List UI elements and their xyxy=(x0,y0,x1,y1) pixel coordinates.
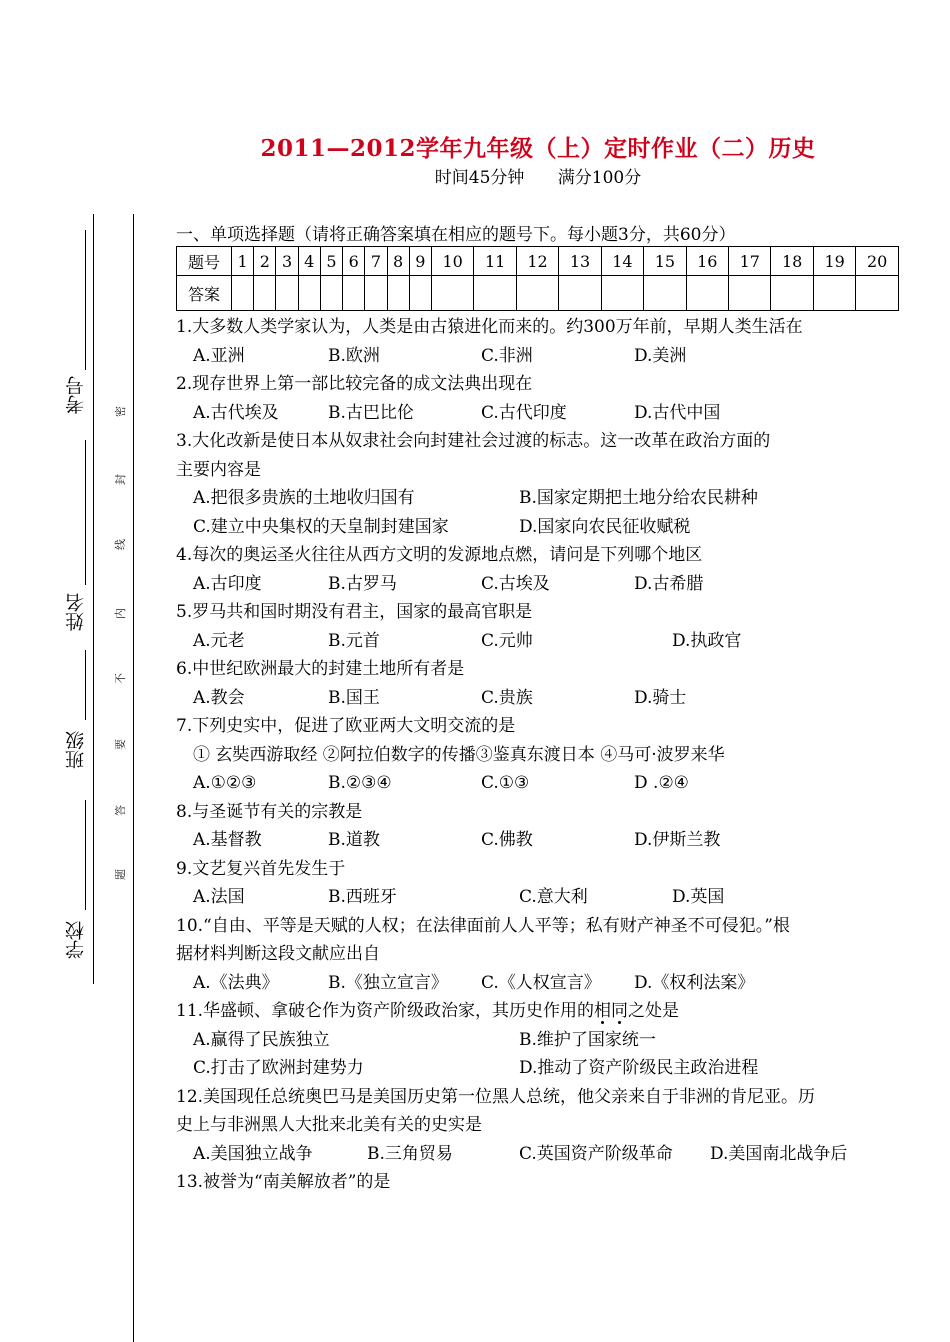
question-10-stem-cont: 据材料判断这段文献应出自 xyxy=(176,944,380,964)
question-number: 11 xyxy=(474,247,516,276)
question-number: 16 xyxy=(686,247,728,276)
class-underline xyxy=(85,650,86,720)
option-a: A.基督教 xyxy=(193,830,262,850)
option-d: D.英国 xyxy=(672,887,725,907)
option-d: D.《权利法案》 xyxy=(634,972,755,993)
option-c: C.非洲 xyxy=(481,345,533,366)
answer-cell[interactable] xyxy=(474,276,516,311)
field-name[interactable] xyxy=(62,440,112,640)
option-d: D.执政官 xyxy=(672,630,742,651)
option-b: B.《独立宣言》 xyxy=(328,972,448,993)
question-10-stem: 10.“自由、平等是天赋的人权；在法律面前人人平等；私有财产神圣不可侵犯。”根 xyxy=(176,915,790,936)
option-a: A.元老 xyxy=(193,630,245,651)
seal-char: 要 xyxy=(114,739,127,750)
question-1-stem: 1.大多数人类学家认为，人类是由古猿进化而来的。约300万年前，早期人类生活在 xyxy=(176,317,803,337)
option-c: C.古埃及 xyxy=(481,573,550,594)
option-b: B.元首 xyxy=(328,630,380,651)
option-d: D.古希腊 xyxy=(634,573,704,594)
answer-cell[interactable] xyxy=(813,276,855,311)
option-d: D.国家向农民征收赋税 xyxy=(519,516,691,537)
question-9-stem: 9.文艺复兴首先发生于 xyxy=(176,858,346,879)
question-5-stem: 5.罗马共和国时期没有君主，国家的最高官职是 xyxy=(176,602,533,622)
answer-cell[interactable] xyxy=(232,276,254,311)
question-3-options-ab xyxy=(176,484,904,513)
question-12-stem-cont: 史上与非洲黑人大批来北美有关的史实是 xyxy=(176,1115,482,1135)
option-c: C.古代印度 xyxy=(481,402,567,423)
exam-number-label: 考号 xyxy=(65,376,87,414)
section-instructions: 一、单项选择题（请将正确答案填在相应的题号下。每小题3分，共60分） xyxy=(176,225,736,245)
option-a: A.把很多贵族的土地收归国有 xyxy=(193,488,415,508)
question-number: 3 xyxy=(276,247,298,276)
option-a: A.美国独立战争 xyxy=(193,1143,313,1164)
exam-info xyxy=(0,163,950,188)
question-6-options xyxy=(176,684,904,713)
question-4-stem: 4.每次的奥运圣火往往从西方文明的发源地点燃，请问是下列哪个地区 xyxy=(176,545,703,565)
option-d: D.推动了资产阶级民主政治进程 xyxy=(519,1058,759,1078)
option-d: D .②④ xyxy=(634,773,689,793)
question-3-options-cd xyxy=(176,513,904,542)
seal-char: 题 xyxy=(114,869,127,880)
option-b: B.欧洲 xyxy=(328,345,380,366)
option-d: D.伊斯兰教 xyxy=(634,830,721,850)
question-number: 10 xyxy=(431,247,473,276)
stem-text: 11.华盛顿、拿破仑作为资产阶级政治家，其历史作用的 xyxy=(176,1001,595,1021)
option-a: A.教会 xyxy=(193,687,245,708)
answer-cell[interactable] xyxy=(559,276,601,311)
school-label: 学校 xyxy=(65,921,87,959)
option-a: A.古印度 xyxy=(193,573,262,594)
field-class[interactable] xyxy=(62,650,112,790)
answer-cell[interactable] xyxy=(686,276,728,311)
option-b: B.古巴比伦 xyxy=(328,402,414,423)
answer-cell[interactable] xyxy=(409,276,431,311)
option-c: C.英国资产阶级革命 xyxy=(519,1143,673,1164)
stem-text: 之处是 xyxy=(628,1001,680,1021)
question-11-options-ab xyxy=(176,1026,904,1055)
question-3-stem: 3.大化改新是使日本从奴隶社会向封建社会过渡的标志。这一改革在政治方面的 xyxy=(176,431,771,451)
seal-char: 内 xyxy=(114,608,127,619)
option-d: D.美洲 xyxy=(634,345,687,366)
question-number: 13 xyxy=(559,247,601,276)
option-b: B.维护了国家统一 xyxy=(519,1029,656,1050)
question-4-options xyxy=(176,570,904,599)
emphasis-char: 同 xyxy=(611,997,628,1026)
option-b: B.三角贸易 xyxy=(367,1143,453,1164)
option-c: C.《人权宣言》 xyxy=(481,972,601,993)
answer-cell[interactable] xyxy=(343,276,365,311)
question-6-stem: 6.中世纪欧洲最大的封建土地所有者是 xyxy=(176,659,465,679)
question-12-options xyxy=(176,1140,904,1169)
question-number: 19 xyxy=(813,247,855,276)
option-a: A.①②③ xyxy=(193,773,257,793)
answer-cell[interactable] xyxy=(254,276,276,311)
answer-row-label: 答案 xyxy=(177,276,232,311)
option-c: C.①③ xyxy=(481,773,530,793)
question-7-options xyxy=(176,769,904,798)
option-b: B.国王 xyxy=(328,687,380,708)
option-d: D.骑士 xyxy=(634,687,687,708)
page-title: 2011—2012学年九年级（上）定时作业（二）历史 xyxy=(260,135,816,162)
answer-cell[interactable] xyxy=(387,276,409,311)
field-exam-number[interactable] xyxy=(62,230,112,420)
class-label: 班级 xyxy=(65,731,87,769)
question-list xyxy=(176,313,904,1197)
answer-row xyxy=(177,276,899,311)
answer-cell[interactable] xyxy=(365,276,387,311)
name-underline xyxy=(85,440,86,585)
option-d: D.古代中国 xyxy=(634,402,721,423)
option-c: C.打击了欧洲封建势力 xyxy=(193,1058,364,1078)
answer-cell[interactable] xyxy=(601,276,643,311)
question-13-stem: 13.被誉为“南美解放者”的是 xyxy=(176,1172,391,1192)
full-score: 满分100分 xyxy=(557,168,642,188)
option-a: A.古代埃及 xyxy=(193,402,279,423)
seal-char: 密 xyxy=(114,406,127,417)
option-c: C.贵族 xyxy=(481,687,533,708)
option-b: B.道教 xyxy=(328,830,380,850)
answer-cell[interactable] xyxy=(771,276,813,311)
question-2-stem: 2.现存世界上第一部比较完备的成文法典出现在 xyxy=(176,374,533,394)
row-label: 题号 xyxy=(177,247,232,276)
option-a: A.法国 xyxy=(193,887,245,907)
seal-char: 答 xyxy=(114,805,127,816)
answer-cell[interactable] xyxy=(431,276,473,311)
answer-cell[interactable] xyxy=(729,276,771,311)
option-d: D.美国南北战争后 xyxy=(710,1143,848,1164)
question-number: 12 xyxy=(516,247,558,276)
question-number: 20 xyxy=(856,247,899,276)
seal-char: 封 xyxy=(114,474,127,485)
question-number: 17 xyxy=(729,247,771,276)
option-c: C.元帅 xyxy=(481,630,533,651)
time-limit: 时间45分钟 xyxy=(434,168,525,188)
answer-cell[interactable] xyxy=(276,276,298,311)
question-11-stem xyxy=(176,997,904,1026)
question-number: 6 xyxy=(343,247,365,276)
option-c: C.佛教 xyxy=(481,830,533,850)
emphasis-char: 相 xyxy=(594,997,611,1026)
margin-inner-line xyxy=(133,214,134,1342)
name-label: 姓名 xyxy=(65,593,87,632)
question-5-options xyxy=(176,627,904,656)
question-number: 14 xyxy=(601,247,643,276)
question-1-options xyxy=(176,342,904,371)
question-number: 15 xyxy=(644,247,686,276)
question-number: 18 xyxy=(771,247,813,276)
question-11-options-cd xyxy=(176,1054,904,1083)
question-number: 2 xyxy=(254,247,276,276)
answer-table xyxy=(176,246,899,311)
question-number: 8 xyxy=(387,247,409,276)
question-2-options xyxy=(176,399,904,428)
field-school[interactable] xyxy=(62,800,112,980)
question-number: 5 xyxy=(320,247,342,276)
exam-number-underline xyxy=(85,230,86,370)
question-8-options xyxy=(176,826,904,855)
answer-cell[interactable] xyxy=(320,276,342,311)
question-number-row xyxy=(177,247,899,276)
answer-cell[interactable] xyxy=(298,276,320,311)
seal-char: 线 xyxy=(114,539,127,550)
question-12-stem: 12.美国现任总统奥巴马是美国历史第一位黑人总统，他父亲来自于非洲的肯尼亚。历 xyxy=(176,1086,816,1107)
question-number: 7 xyxy=(365,247,387,276)
option-b: B.西班牙 xyxy=(328,887,397,907)
option-b: B.古罗马 xyxy=(328,573,397,594)
question-3-stem-cont: 主要内容是 xyxy=(176,459,261,480)
question-number: 9 xyxy=(409,247,431,276)
option-a: A.赢得了民族独立 xyxy=(193,1029,330,1050)
option-a: A.亚洲 xyxy=(193,345,245,366)
option-c: C.意大利 xyxy=(519,887,588,907)
question-7-stem: 7.下列史实中，促进了欧亚两大文明交流的是 xyxy=(176,716,516,736)
question-10-options xyxy=(176,969,904,998)
question-9-options xyxy=(176,883,904,912)
option-b: B.国家定期把土地分给农民耕种 xyxy=(519,488,758,508)
answer-cell[interactable] xyxy=(516,276,558,311)
answer-cell[interactable] xyxy=(644,276,686,311)
school-underline xyxy=(85,800,86,910)
option-b: B.②③④ xyxy=(328,773,392,793)
question-number: 4 xyxy=(298,247,320,276)
answer-cell[interactable] xyxy=(856,276,899,311)
question-number: 1 xyxy=(232,247,254,276)
option-c: C.建立中央集权的天皇制封建国家 xyxy=(193,516,449,537)
option-a: A.《法典》 xyxy=(193,972,279,993)
seal-char: 不 xyxy=(114,673,127,684)
question-7-items: ① 玄奘西游取经 ②阿拉伯数字的传播③鉴真东渡日本 ④马可·波罗来华 xyxy=(193,744,725,765)
question-8-stem: 8.与圣诞节有关的宗教是 xyxy=(176,801,363,822)
